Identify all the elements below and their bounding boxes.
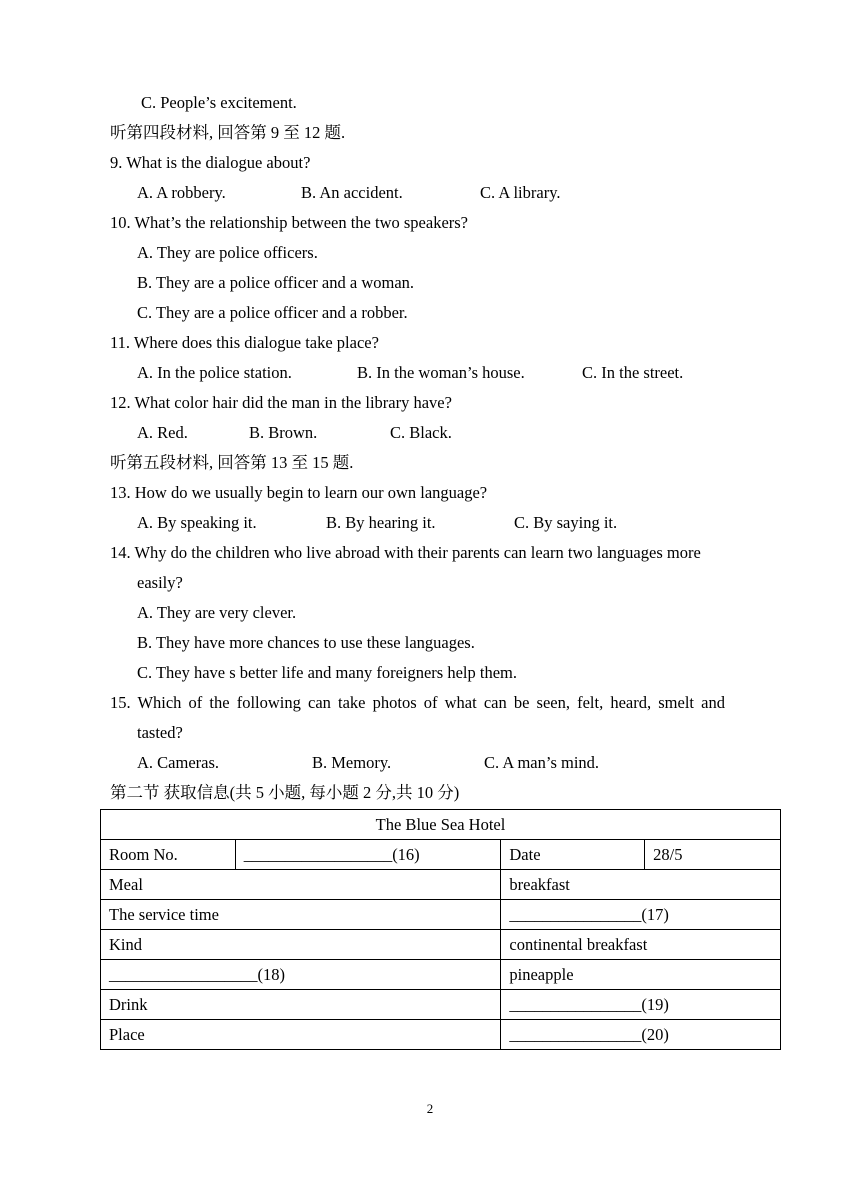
table-row: [101, 990, 781, 1020]
table-row: [101, 1020, 781, 1050]
section-2-heading: 第二节 获取信息(共 5 小题, 每小题 2 分,共 10 分): [110, 783, 460, 802]
q10-option-b: B. They are a police officer and a woman.: [137, 273, 415, 292]
service-time-blank-17: ________________(17): [501, 900, 781, 930]
q12-option-b: B. Brown.: [249, 423, 318, 442]
kind-label: Kind: [101, 930, 501, 960]
question-13: 13. How do we usually begin to learn our own language?: [110, 483, 488, 502]
page-number: 2: [426, 1101, 434, 1116]
q12-option-a: A. Red.: [137, 423, 188, 442]
q11-option-a: A. In the police station.: [137, 363, 292, 382]
q10-option-c: C. They are a police officer and a robber.: [137, 303, 408, 322]
q15-option-c: C. A man’s mind.: [484, 753, 600, 772]
question-12: 12. What color hair did the man in the library have?: [110, 393, 452, 412]
table-row: [101, 960, 781, 990]
drink-blank-19: ________________(19): [501, 990, 781, 1020]
fruit-value: pineapple: [501, 960, 781, 990]
section-instruction-5: 听第五段材料, 回答第 13 至 15 题.: [110, 453, 354, 472]
room-blank-16: __________________(16): [235, 840, 501, 870]
meal-value: breakfast: [501, 870, 781, 900]
q11-option-c: C. In the street.: [582, 363, 684, 382]
hotel-info-table: [100, 809, 781, 1050]
table-title: The Blue Sea Hotel: [101, 810, 781, 840]
question-14-continued: easily?: [137, 573, 183, 592]
blank-18: __________________(18): [101, 960, 501, 990]
question-10: 10. What’s the relationship between the two speakers?: [110, 213, 469, 232]
q14-option-b: B. They have more chances to use these languages.: [137, 633, 475, 652]
q11-option-b: B. In the woman’s house.: [357, 363, 525, 382]
table-row: [101, 930, 781, 960]
q8-option-c: C. People’s excitement.: [141, 93, 297, 112]
table-title-row: [101, 810, 781, 840]
question-11: 11. Where does this dialogue take place?: [110, 333, 379, 352]
q9-option-c: C. A library.: [480, 183, 561, 202]
table-row: [101, 900, 781, 930]
question-14: 14. Why do the children who live abroad with their parents can learn two languages more: [110, 543, 701, 562]
question-9: 9. What is the dialogue about?: [110, 153, 311, 172]
question-15: 15. Which of the following can take photos of what can be seen, felt, heard, smelt and: [110, 693, 725, 712]
date-value: 28/5: [645, 840, 781, 870]
meal-label: Meal: [101, 870, 501, 900]
place-blank-20: ________________(20): [501, 1020, 781, 1050]
q9-option-a: A. A robbery.: [137, 183, 226, 202]
q13-option-a: A. By speaking it.: [137, 513, 257, 532]
table-row: [101, 870, 781, 900]
q9-option-b: B. An accident.: [301, 183, 403, 202]
room-label: Room No.: [101, 840, 236, 870]
q15-option-b: B. Memory.: [312, 753, 392, 772]
q12-option-c: C. Black.: [390, 423, 452, 442]
table-row: [101, 840, 781, 870]
date-label: Date: [501, 840, 645, 870]
place-label: Place: [101, 1020, 501, 1050]
service-time-label: The service time: [101, 900, 501, 930]
q10-option-a: A. They are police officers.: [137, 243, 318, 262]
drink-label: Drink: [101, 990, 501, 1020]
question-15-continued: tasted?: [137, 723, 183, 742]
q15-option-a: A. Cameras.: [137, 753, 220, 772]
q14-option-c: C. They have s better life and many foreigners help them.: [137, 663, 517, 682]
q13-option-b: B. By hearing it.: [326, 513, 436, 532]
q13-option-c: C. By saying it.: [514, 513, 618, 532]
kind-value: continental breakfast: [501, 930, 781, 960]
section-instruction-4: 听第四段材料, 回答第 9 至 12 题.: [110, 123, 346, 142]
q14-option-a: A. They are very clever.: [137, 603, 297, 622]
